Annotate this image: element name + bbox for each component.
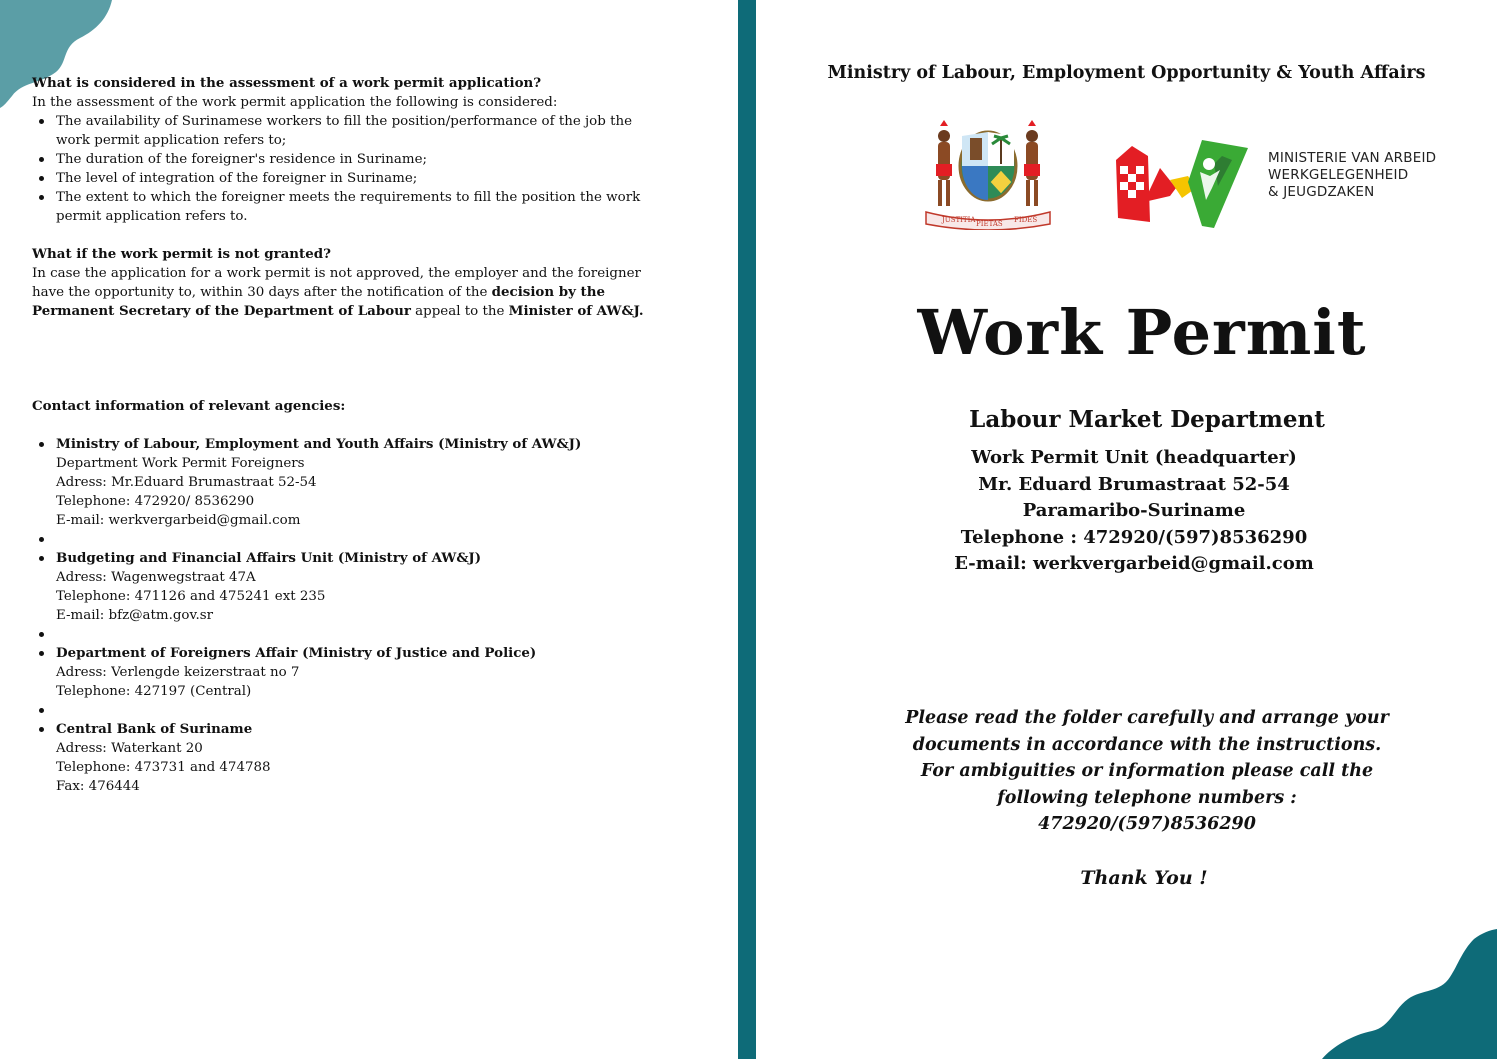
left-page: [0, 0, 738, 1059]
agency-detail: Fax: 476444: [56, 779, 140, 794]
list-item: The availability of Surinamese workers to fill the position/performance of the job the work permit application refers to;: [56, 112, 652, 150]
agency-detail: Adress: Waterkant 20: [56, 741, 203, 756]
list-item: The duration of the foreigner's residence in Suriname;: [56, 150, 652, 169]
agency-list: [32, 435, 652, 796]
agency-detail: E-mail: werkvergarbeid@gmail.com: [56, 513, 301, 528]
motto-fides: FIDES: [1014, 216, 1038, 224]
agency-item: [56, 435, 652, 530]
assessment-heading: What is considered in the assessment of a work permit application?: [32, 75, 542, 91]
contacts-heading: Contact information of relevant agencies:: [32, 398, 346, 414]
awj-logo-wordmark: [1268, 150, 1436, 201]
unit-line: Work Permit Unit (headquarter): [971, 447, 1297, 468]
agency-detail: Adress: Mr.Eduard Brumastraat 52-54: [56, 475, 317, 490]
thank-you-text: Thank You !: [1080, 867, 1208, 889]
motto-justitia: JUSTITIA: [942, 216, 976, 224]
cover-page: [756, 0, 1497, 1059]
unit-line: E-mail: werkvergarbeid@gmail.com: [954, 553, 1314, 574]
agency-item: [56, 549, 652, 625]
paragraph-bold-text: Minister of AW&J.: [508, 303, 644, 319]
agency-detail: Telephone: 472920/ 8536290: [56, 494, 255, 509]
agency-detail: Telephone: 427197 (Central): [56, 684, 252, 699]
spacer: [56, 701, 652, 720]
agency-detail: Department Work Permit Foreigners: [56, 456, 305, 471]
spacer: [56, 625, 652, 644]
agency-item: [56, 720, 652, 796]
not-granted-heading: What if the work permit is not granted?: [32, 246, 331, 262]
wordmark-line: WERKGELEGENHEID: [1268, 167, 1409, 183]
instruction-notice: Please read the folder carefully and arrange your documents in accordance with the instructions. For ambiguities or information please call the following telephone numbers : 472920/(597)8536290: [905, 708, 1389, 834]
suriname-coat-of-arms-icon: [922, 116, 1054, 230]
unit-contact-block: [756, 445, 1497, 578]
not-granted-paragraph: [32, 264, 652, 321]
assessment-intro: In the assessment of the work permit application the following is considered:: [32, 95, 558, 110]
spacer: [56, 530, 652, 549]
agency-name: Ministry of Labour, Employment and Youth Affairs (Ministry of AW&J): [56, 436, 582, 452]
ministry-title: Ministry of Labour, Employment Opportunity & Youth Affairs: [827, 63, 1426, 83]
page-divider: [738, 0, 756, 1059]
paragraph-bold-text: decision by the Permanent Secretary of the Department of Labour: [32, 284, 605, 319]
agency-item: [56, 644, 652, 701]
wordmark-line: & JEUGDZAKEN: [1268, 184, 1375, 200]
unit-line: Paramaribo-Suriname: [1022, 500, 1246, 521]
list-item: The extent to which the foreigner meets the requirements to fill the position the work permit application refers to.: [56, 188, 652, 226]
agency-name: Department of Foreigners Affair (Ministry of Justice and Police): [56, 645, 537, 661]
wordmark-line: MINISTERIE VAN ARBEID: [1268, 150, 1437, 166]
awj-ministry-logo-icon: [1114, 126, 1250, 230]
department-title: Labour Market Department: [969, 406, 1325, 433]
decorative-blob-bottom-right: [1322, 929, 1497, 1059]
agency-detail: E-mail: bfz@atm.gov.sr: [56, 608, 213, 623]
agency-detail: Adress: Verlengde keizerstraat no 7: [56, 665, 300, 680]
agency-detail: Adress: Wagenwegstraat 47A: [56, 570, 256, 585]
left-text-column: [32, 74, 652, 796]
list-item: The level of integration of the foreigner in Suriname;: [56, 169, 652, 188]
paragraph-text: appeal to the: [410, 304, 509, 319]
page-title: Work Permit: [917, 296, 1367, 369]
unit-line: Telephone : 472920/(597)8536290: [960, 526, 1308, 548]
paragraph-text: In case the application for a work permit is not approved, the employer and the foreigner have the opportunity to, within 30 days after the notification of the: [32, 266, 641, 300]
agency-detail: Telephone: 473731 and 474788: [56, 760, 271, 775]
unit-line: Mr. Eduard Brumastraat 52-54: [978, 473, 1290, 495]
motto-pietas: PIETAS: [976, 220, 1003, 228]
agency-detail: Telephone: 471126 and 475241 ext 235: [56, 589, 326, 604]
assessment-list: [32, 112, 652, 226]
agency-name: Budgeting and Financial Affairs Unit (Ministry of AW&J): [56, 550, 482, 566]
agency-name: Central Bank of Suriname: [56, 721, 253, 737]
